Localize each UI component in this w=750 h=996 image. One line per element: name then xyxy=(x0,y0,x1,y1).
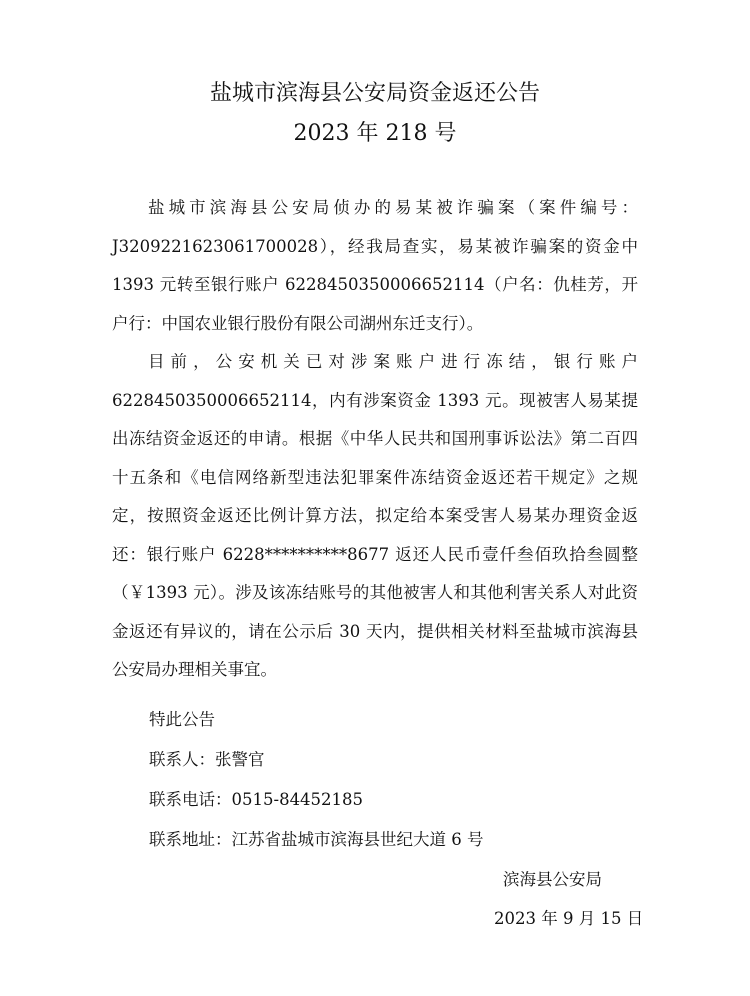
notice-number: 2023 年 218 号 xyxy=(293,121,457,146)
closing-text: 特此公告 xyxy=(149,710,215,729)
issuer-signature: 滨海县公安局 xyxy=(503,870,602,889)
paragraph-refund-details: 目前，公安机关已对涉案账户进行冻结，银行账户 6228450350006652114，内有涉案资金 1393 元。现被害人易某提出冻结资金返还的申请。根据《中华人民共和国刑事诉讼法》第二百四十五条和《电信网络新型违法犯罪案件冻结资金返还若干规定》之规定，按照资金返还比例计算方法，拟定给本案受害人易某办理资金返还：银行账户 6228**********8677 返还人民币壹仟叁佰玖拾叁圆整（￥1393 元）。涉及该冻结账号的其他被害人和其他利害关系人对此资金返还有异议的，请在公示后 30 天内，提供相关材料至盐城市滨海县公安局办理相关事宜。 xyxy=(112,352,638,679)
contact-phone: 联系电话：0515-84452185 xyxy=(149,790,364,809)
contact-person: 联系人：张警官 xyxy=(149,750,265,769)
notice-date: 2023 年 9 月 15 日 xyxy=(494,909,644,928)
paragraph-case-description: 盐城市滨海县公安局侦办的易某被诈骗案（案件编号：J3209221623061700028），经我局查实，易某被诈骗案的资金中 1393 元转至银行账户 6228450350006652114（户名：仇桂芳，开户行：中国农业银行股份有限公司湖州东迁支行）。 xyxy=(112,198,638,333)
notice-title: 盐城市滨海县公安局资金返还公告 xyxy=(209,81,540,106)
contact-address: 联系地址：江苏省盐城市滨海县世纪大道 6 号 xyxy=(149,830,484,849)
notice-body xyxy=(112,189,638,690)
